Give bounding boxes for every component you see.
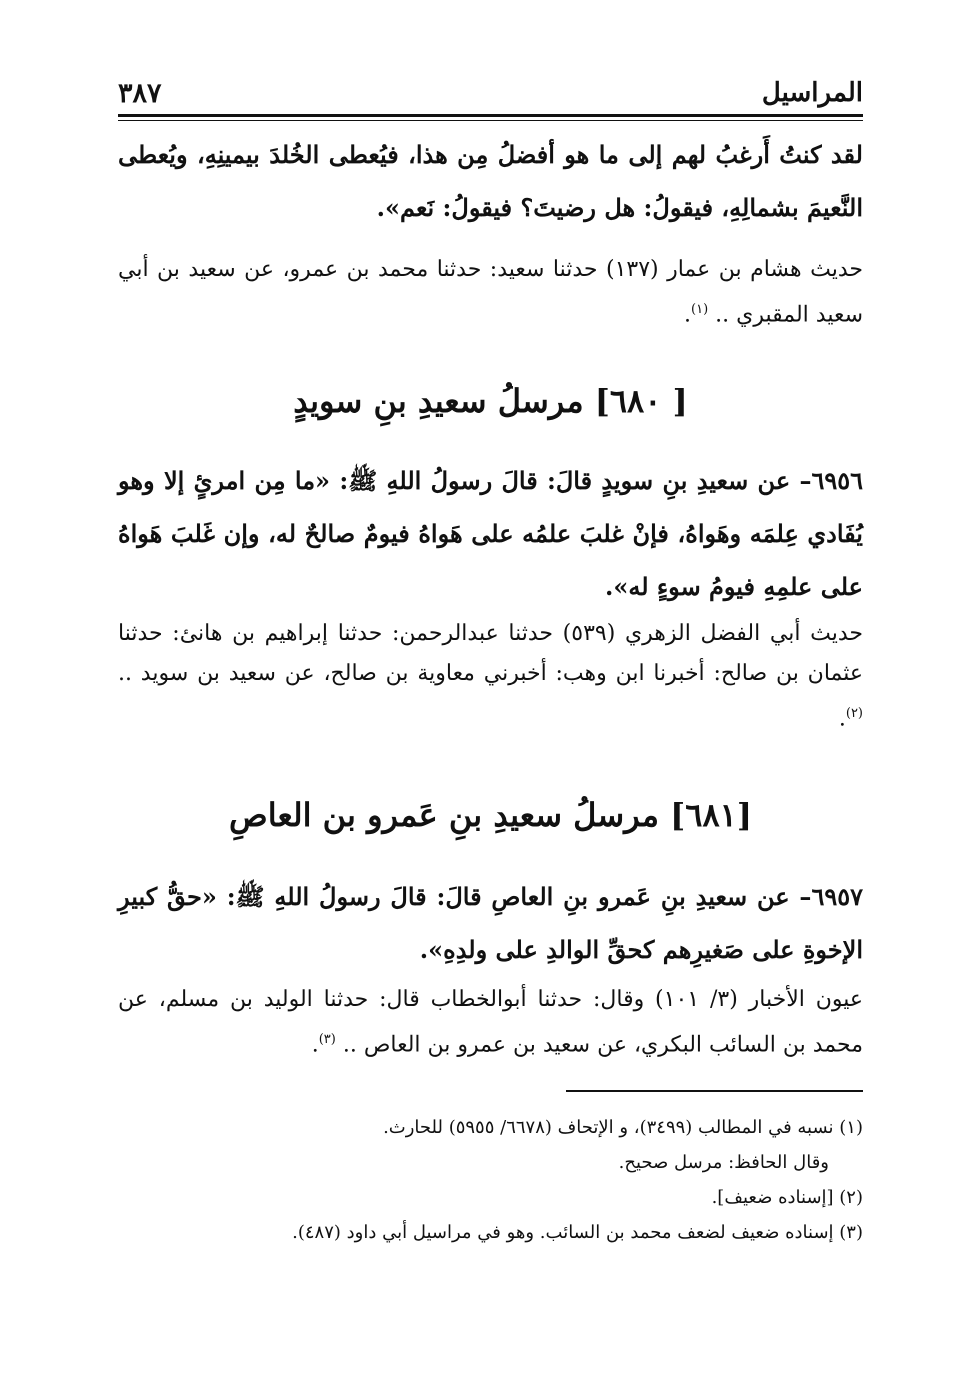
source-text: عيون الأخبار (٣/ ١٠١) وقال: حدثنا أبوالخطاب قال: حدثنا الوليد بن مسلم، عن محمد بن السائب البكري، عن سعيد بن عمرو بن العاص ..: [118, 987, 863, 1058]
hadith-source: حديث هشام بن عمار (١٣٧) حدثنا سعيد: حدثنا محمد بن عمرو، عن سعيد بن أبي سعيد المقبري .. $^{(١)}$.: [118, 257, 863, 328]
footnote-ref: (١): [691, 302, 709, 317]
hadith-source: عيون الأخبار (٣/ ١٠١) وقال: حدثنا أبوالخطاب قال: حدثنا الوليد بن مسلم، عن محمد بن السائب البكري، عن سعيد بن عمرو بن العاص .. $^{(٣)}$.: [118, 987, 863, 1058]
header-rule-thin: [118, 120, 863, 121]
footnote-1: (١) نسبه في المطالب (٣٤٩٩)، و الإتحاف (٦٦٧٨/ ٥٩٥٥) للحارث.: [383, 1117, 863, 1138]
hadith-text: ٦٩٥٦– عن سعيدِ بنِ سويدٍ قالَ: قالَ رسولُ اللهِ ﷺ: «ما مِن امرئٍ إلا وهو يُفَادي عِلمَه وهَواهُ، فإنْ غلبَ علمُه على هَواهُ فيومٌ صالحٌ له، وإن غَلبَ هَواهُ على علمِهِ فيومُ سوءٍ له».: [118, 466, 864, 601]
hadith-text: ٦٩٥٧– عن سعيدِ بنِ عَمرو بنِ العاصِ قالَ: قالَ رسولُ اللهِ ﷺ: «حقُّ كبيرِ الإخوةِ على صَغيرِهم كحقِّ الوالدِ على ولدِهِ».: [118, 882, 863, 964]
footnote-1-continuation: وقال الحافظ: مرسل صحيح.: [618, 1152, 829, 1173]
footnote-3: (٣) إسناده ضعيف لضعف محمد بن السائب. وهو في مراسيل أبي داود (٤٨٧).: [292, 1222, 863, 1243]
footnote-separator: [566, 1090, 863, 1092]
header-rule: [118, 114, 863, 117]
hadith-source: حديث أبي الفضل الزهري (٥٣٩) حدثنا عبدالرحمن: حدثنا إبراهيم بن هانئ: حدثنا عثمان بن صالح: أخبرنا ابن وهب: أخبرني معاوية بن صالح، عن سعيد بن سويد .. $^{(٢)}$.: [118, 621, 863, 732]
running-title: المراسيل: [761, 78, 863, 108]
footnote-ref: (٢): [845, 706, 863, 721]
page-number: ٣٨٧: [118, 78, 162, 109]
source-text: حديث هشام بن عمار (١٣٧) حدثنا سعيد: حدثنا محمد بن عمرو، عن سعيد بن أبي سعيد المقبري ..: [118, 257, 863, 328]
footnotes: [118, 1110, 863, 1250]
footnote-2: (٢) [إسناده ضعيف].: [711, 1187, 863, 1208]
source-text: حديث أبي الفضل الزهري (٥٣٩) حدثنا عبدالرحمن: حدثنا إبراهيم بن هانئ: حدثنا عثمان بن صالح: أخبرنا ابن وهب: أخبرني معاوية بن صالح، عن سعيد بن سويد ..: [118, 621, 863, 686]
page-header: [118, 78, 863, 112]
footnote-ref: (٣): [318, 1032, 336, 1047]
section-heading: [ ٦٨٠] مرسلُ سعيدِ بنِ سويدٍ: [293, 382, 688, 420]
section-heading: [٦٨١] مرسلُ سعيدِ بنِ عَمرو بن العاصِ: [229, 796, 752, 834]
hadith-continuation: لقد كنتُ أَرغبُ لهم إلى ما هو أفضلُ مِن هذا، فيُعطى الخُلدَ بيمينِهِ، ويُعطى النَّعيمَ بشمالِهِ، فيقولُ: هل رضيتَ؟ فيقولُ: نَعم».: [118, 140, 863, 222]
